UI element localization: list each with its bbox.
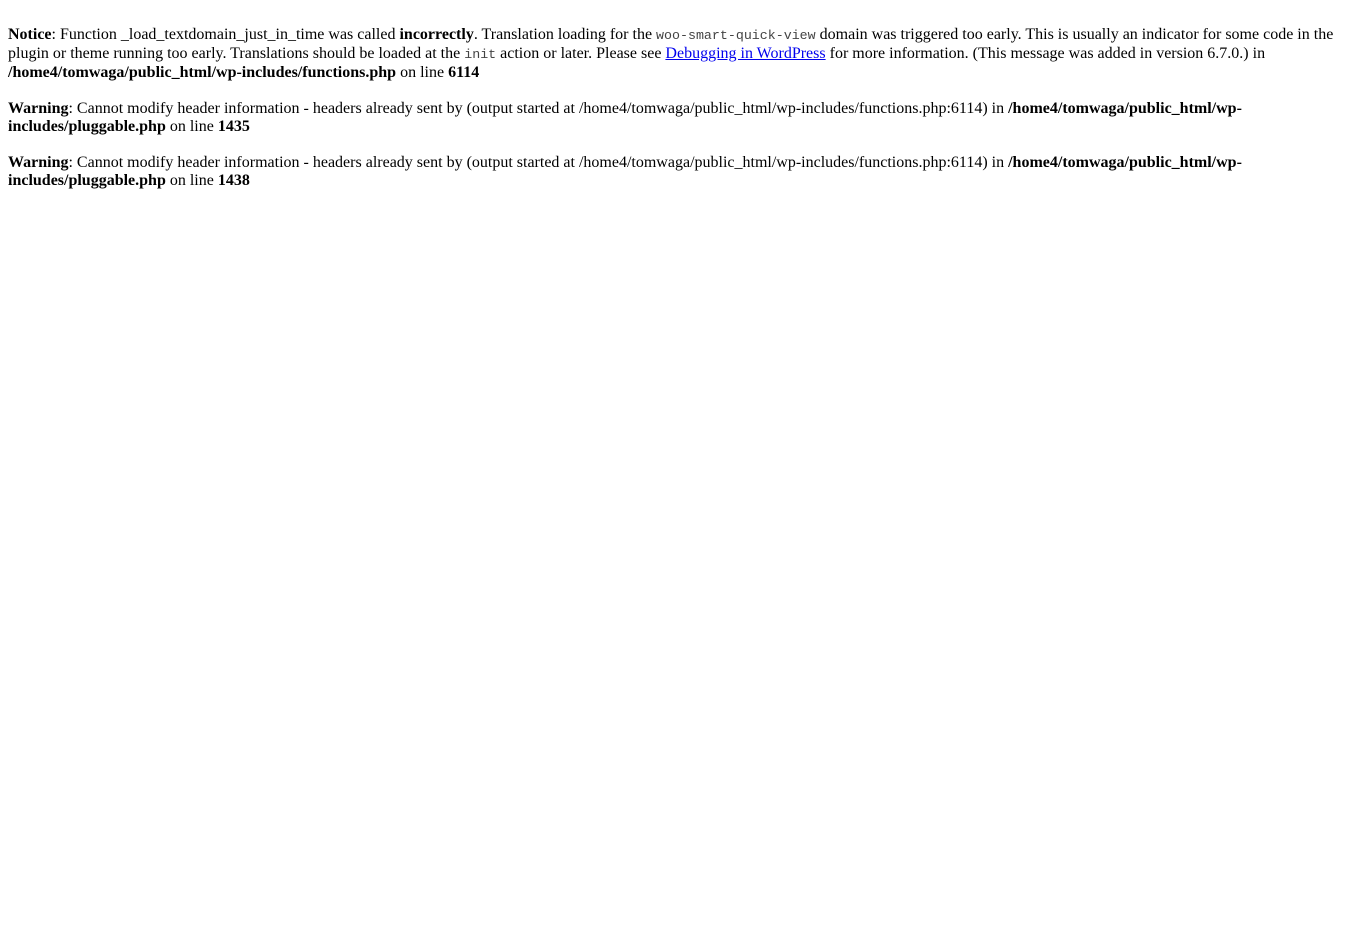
- warning-text: : Cannot modify header information - headers already sent by (output started at /home4/tomwaga/public_html/wp-includes/functions.php:6114) in: [68, 100, 1009, 117]
- debugging-link[interactable]: Debugging in WordPress: [665, 45, 826, 62]
- warning-message: [8, 154, 1342, 190]
- warning-text: : Cannot modify header information - headers already sent by (output started at /home4/tomwaga/public_html/wp-includes/functions.php:6114) in: [68, 154, 1009, 171]
- notice-text-1: : Function _load_textdomain_just_in_time was called: [51, 26, 400, 43]
- warning-label: Warning: [8, 154, 69, 171]
- warning-message: [8, 100, 1342, 136]
- notice-init-code: init: [464, 47, 497, 62]
- notice-label: Notice: [8, 26, 52, 43]
- top-spacer: [8, 0, 1342, 26]
- notice-text-3: domain was triggered too early. This is usually an indicator for some code in the plugin or theme running too early. Translations should be loaded at the: [8, 26, 1334, 62]
- notice-on-line: on line: [396, 64, 449, 81]
- notice-line-number: 6114: [448, 64, 480, 81]
- notice-text-2: . Translation loading for the: [473, 26, 657, 43]
- warning-line-number: 1435: [217, 118, 250, 135]
- warning-on-line: on line: [165, 118, 218, 135]
- notice-domain-code: woo-smart-quick-view: [656, 28, 816, 43]
- message-spacer: [8, 136, 1342, 154]
- warning-label: Warning: [8, 100, 69, 117]
- warning-on-line: on line: [165, 172, 218, 189]
- notice-text-4: action or later. Please see: [496, 45, 666, 62]
- warning-file: /home4/tomwaga/public_html/wp-includes/pluggable.php: [8, 100, 1242, 135]
- notice-file: /home4/tomwaga/public_html/wp-includes/functions.php: [8, 64, 397, 81]
- page-body: [0, 0, 1350, 190]
- notice-text-5: for more information. (This message was added in version 6.7.0.) in: [825, 45, 1266, 62]
- notice-message: [8, 26, 1342, 82]
- message-spacer: [8, 82, 1342, 100]
- notice-incorrectly: incorrectly: [399, 26, 474, 43]
- warning-line-number: 1438: [217, 172, 250, 189]
- warning-file: /home4/tomwaga/public_html/wp-includes/pluggable.php: [8, 154, 1242, 189]
